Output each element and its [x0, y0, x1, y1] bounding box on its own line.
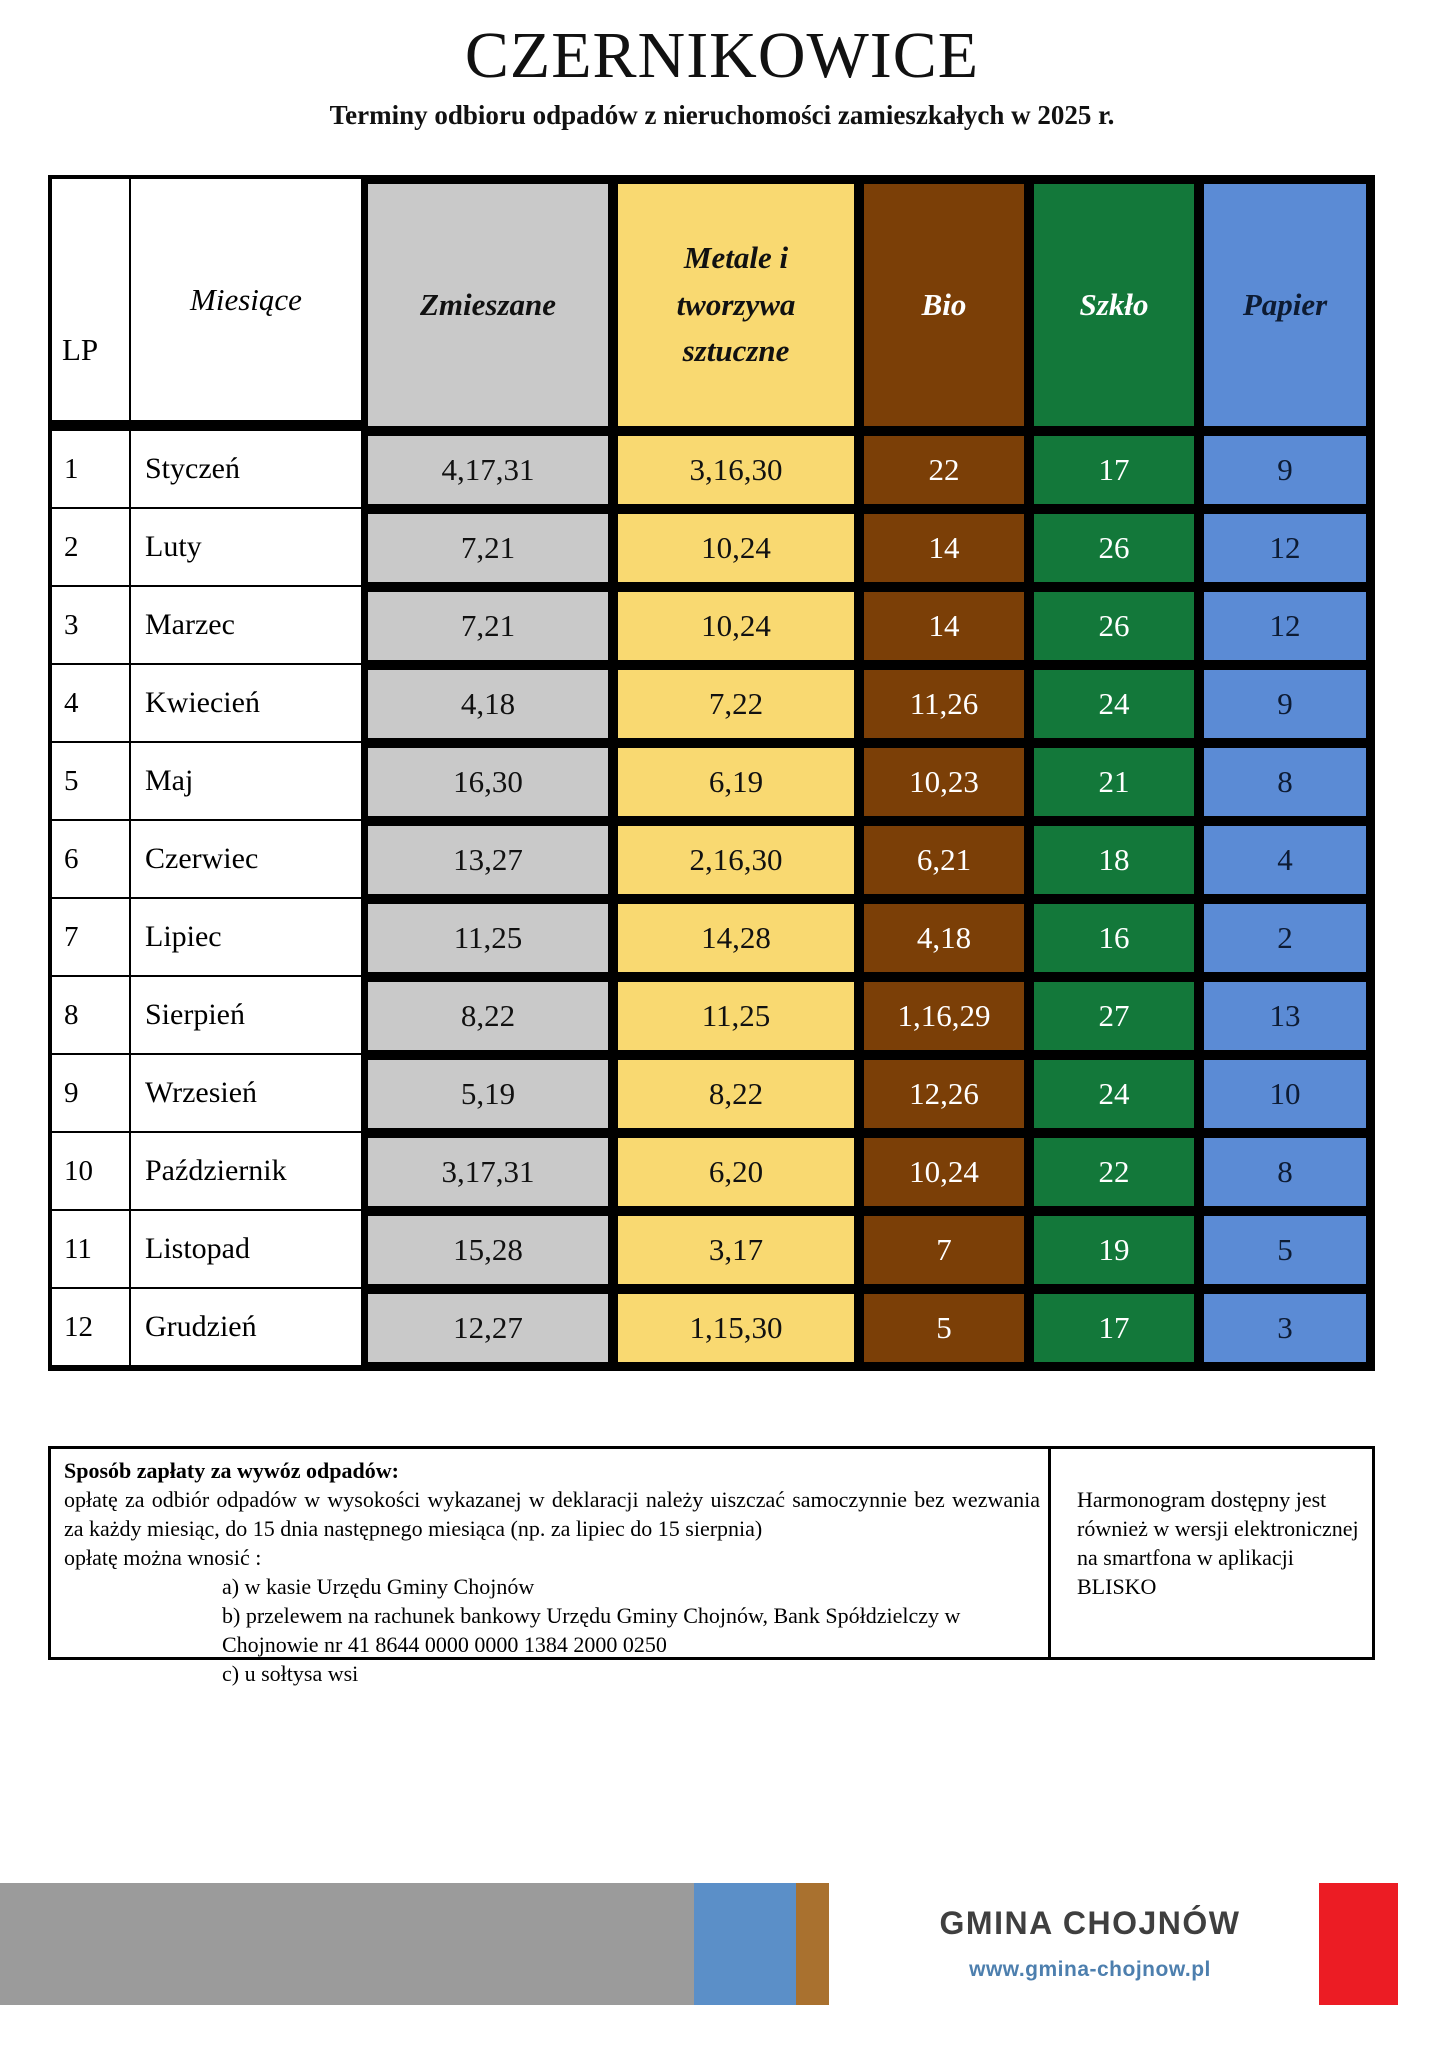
- row-zmieszane-cell: 8,22: [363, 977, 613, 1055]
- row-bio-cell: 4,18: [859, 899, 1029, 977]
- row-lp-cell: 12: [52, 1289, 131, 1367]
- row-month-cell: Kwiecień: [131, 665, 363, 743]
- row-szklo-cell: 22: [1029, 1133, 1199, 1211]
- footer-gray-bar: [0, 1883, 694, 2005]
- row-zmieszane-cell: 4,18: [363, 665, 613, 743]
- row-papier-cell: 5: [1199, 1211, 1371, 1289]
- row-month-cell: Lipiec: [131, 899, 363, 977]
- row-bio-cell: 12,26: [859, 1055, 1029, 1133]
- row-papier-cell: 13: [1199, 977, 1371, 1055]
- row-szklo-cell: 17: [1029, 1289, 1199, 1367]
- row-zmieszane-cell: 11,25: [363, 899, 613, 977]
- row-papier-cell: 12: [1199, 587, 1371, 665]
- column-header-metale: Metale i tworzywa sztuczne: [613, 179, 859, 431]
- row-szklo-cell: 26: [1029, 509, 1199, 587]
- row-papier-cell: 12: [1199, 509, 1371, 587]
- row-bio-cell: 14: [859, 587, 1029, 665]
- page-subtitle: Terminy odbioru odpadów z nieruchomości zamieszkałych w 2025 r.: [329, 100, 1115, 130]
- row-metale-cell: 8,22: [613, 1055, 859, 1133]
- row-month-cell: Czerwiec: [131, 821, 363, 899]
- payment-details: [51, 1449, 1051, 1687]
- payment-paragraph: opłatę za odbiór odpadów w wysokości wykazanej w deklaracji należy uiszczać samoczynnie bez wezwania za każdy miesiąc, do 15 dnia następnego miesiąca (np. za lipiec do 15 sierpnia): [64, 1487, 1040, 1542]
- row-szklo-cell: 26: [1029, 587, 1199, 665]
- app-info-text: Harmonogram dostępny jest również w wersji elektronicznej na smartfona w aplikacji BLISKO: [1077, 1487, 1359, 1600]
- footer-banner: [0, 1883, 1444, 2005]
- row-zmieszane-cell: 12,27: [363, 1289, 613, 1367]
- row-lp-cell: 6: [52, 821, 131, 899]
- row-papier-cell: 8: [1199, 743, 1371, 821]
- row-metale-cell: 6,20: [613, 1133, 859, 1211]
- row-zmieszane-cell: 7,21: [363, 587, 613, 665]
- row-zmieszane-cell: 3,17,31: [363, 1133, 613, 1211]
- row-month-cell: Grudzień: [131, 1289, 363, 1367]
- payment-line: opłatę można wnosić :: [64, 1545, 262, 1571]
- row-zmieszane-cell: 16,30: [363, 743, 613, 821]
- row-papier-cell: 9: [1199, 665, 1371, 743]
- row-szklo-cell: 24: [1029, 665, 1199, 743]
- row-zmieszane-cell: 15,28: [363, 1211, 613, 1289]
- row-lp-cell: 11: [52, 1211, 131, 1289]
- page-title: CZERNIKOWICE: [464, 19, 980, 92]
- row-papier-cell: 3: [1199, 1289, 1371, 1367]
- row-szklo-cell: 18: [1029, 821, 1199, 899]
- row-lp-cell: 4: [52, 665, 131, 743]
- app-info-box: [1051, 1449, 1372, 1657]
- row-metale-cell: 6,19: [613, 743, 859, 821]
- column-header-lp: LP: [52, 179, 131, 431]
- row-lp-cell: 8: [52, 977, 131, 1055]
- row-papier-cell: 10: [1199, 1055, 1371, 1133]
- row-metale-cell: 10,24: [613, 509, 859, 587]
- row-lp-cell: 5: [52, 743, 131, 821]
- row-bio-cell: 5: [859, 1289, 1029, 1367]
- row-lp-cell: 10: [52, 1133, 131, 1211]
- payment-item-b: b) przelewem na rachunek bankowy Urzędu Gminy Chojnów, Bank Spółdzielczy w Chojnowie nr 41 8644 0000 0000 1384 2000 0250: [222, 1603, 961, 1658]
- row-szklo-cell: 21: [1029, 743, 1199, 821]
- row-month-cell: Listopad: [131, 1211, 363, 1289]
- column-header-months: Miesiące: [131, 179, 363, 431]
- row-metale-cell: 11,25: [613, 977, 859, 1055]
- row-bio-cell: 7: [859, 1211, 1029, 1289]
- payment-item-c: c) u sołtysa wsi: [222, 1661, 359, 1687]
- row-lp-cell: 1: [52, 431, 131, 509]
- row-month-cell: Październik: [131, 1133, 363, 1211]
- payment-item-a: a) w kasie Urzędu Gminy Chojnów: [222, 1574, 535, 1600]
- row-month-cell: Styczeń: [131, 431, 363, 509]
- row-papier-cell: 2: [1199, 899, 1371, 977]
- schedule-table: [48, 175, 1375, 1371]
- row-zmieszane-cell: 5,19: [363, 1055, 613, 1133]
- row-bio-cell: 10,24: [859, 1133, 1029, 1211]
- footer-brown-bar: [796, 1883, 829, 2005]
- row-metale-cell: 7,22: [613, 665, 859, 743]
- row-bio-cell: 11,26: [859, 665, 1029, 743]
- row-zmieszane-cell: 7,21: [363, 509, 613, 587]
- footer-logo-text: [925, 1905, 1255, 1982]
- row-metale-cell: 14,28: [613, 899, 859, 977]
- row-lp-cell: 3: [52, 587, 131, 665]
- row-zmieszane-cell: 13,27: [363, 821, 613, 899]
- row-lp-cell: 2: [52, 509, 131, 587]
- row-papier-cell: 9: [1199, 431, 1371, 509]
- row-papier-cell: 4: [1199, 821, 1371, 899]
- row-szklo-cell: 19: [1029, 1211, 1199, 1289]
- row-lp-cell: 7: [52, 899, 131, 977]
- row-bio-cell: 6,21: [859, 821, 1029, 899]
- footer-blue-bar: [694, 1883, 796, 2005]
- row-bio-cell: 14: [859, 509, 1029, 587]
- row-month-cell: Maj: [131, 743, 363, 821]
- org-name: GMINA CHOJNÓW: [939, 1905, 1241, 1941]
- row-month-cell: Sierpień: [131, 977, 363, 1055]
- row-bio-cell: 22: [859, 431, 1029, 509]
- column-header-szklo: Szkło: [1029, 179, 1199, 431]
- website-url: www.gmina-chojnow.pl: [969, 1958, 1211, 1981]
- row-month-cell: Wrzesień: [131, 1055, 363, 1133]
- row-szklo-cell: 17: [1029, 431, 1199, 509]
- row-bio-cell: 1,16,29: [859, 977, 1029, 1055]
- payment-info-box: [48, 1446, 1375, 1687]
- column-header-papier: Papier: [1199, 179, 1371, 431]
- row-zmieszane-cell: 4,17,31: [363, 431, 613, 509]
- row-metale-cell: 3,17: [613, 1211, 859, 1289]
- payment-heading: Sposób zapłaty za wywóz odpadów:: [64, 1458, 399, 1483]
- row-metale-cell: 10,24: [613, 587, 859, 665]
- footer-red-block: [1319, 1883, 1398, 2005]
- row-szklo-cell: 16: [1029, 899, 1199, 977]
- row-papier-cell: 8: [1199, 1133, 1371, 1211]
- row-szklo-cell: 27: [1029, 977, 1199, 1055]
- row-bio-cell: 10,23: [859, 743, 1029, 821]
- column-header-zmieszane: Zmieszane: [363, 179, 613, 431]
- row-metale-cell: 1,15,30: [613, 1289, 859, 1367]
- column-header-bio: Bio: [859, 179, 1029, 431]
- row-metale-cell: 3,16,30: [613, 431, 859, 509]
- row-month-cell: Luty: [131, 509, 363, 587]
- row-lp-cell: 9: [52, 1055, 131, 1133]
- row-szklo-cell: 24: [1029, 1055, 1199, 1133]
- row-metale-cell: 2,16,30: [613, 821, 859, 899]
- row-month-cell: Marzec: [131, 587, 363, 665]
